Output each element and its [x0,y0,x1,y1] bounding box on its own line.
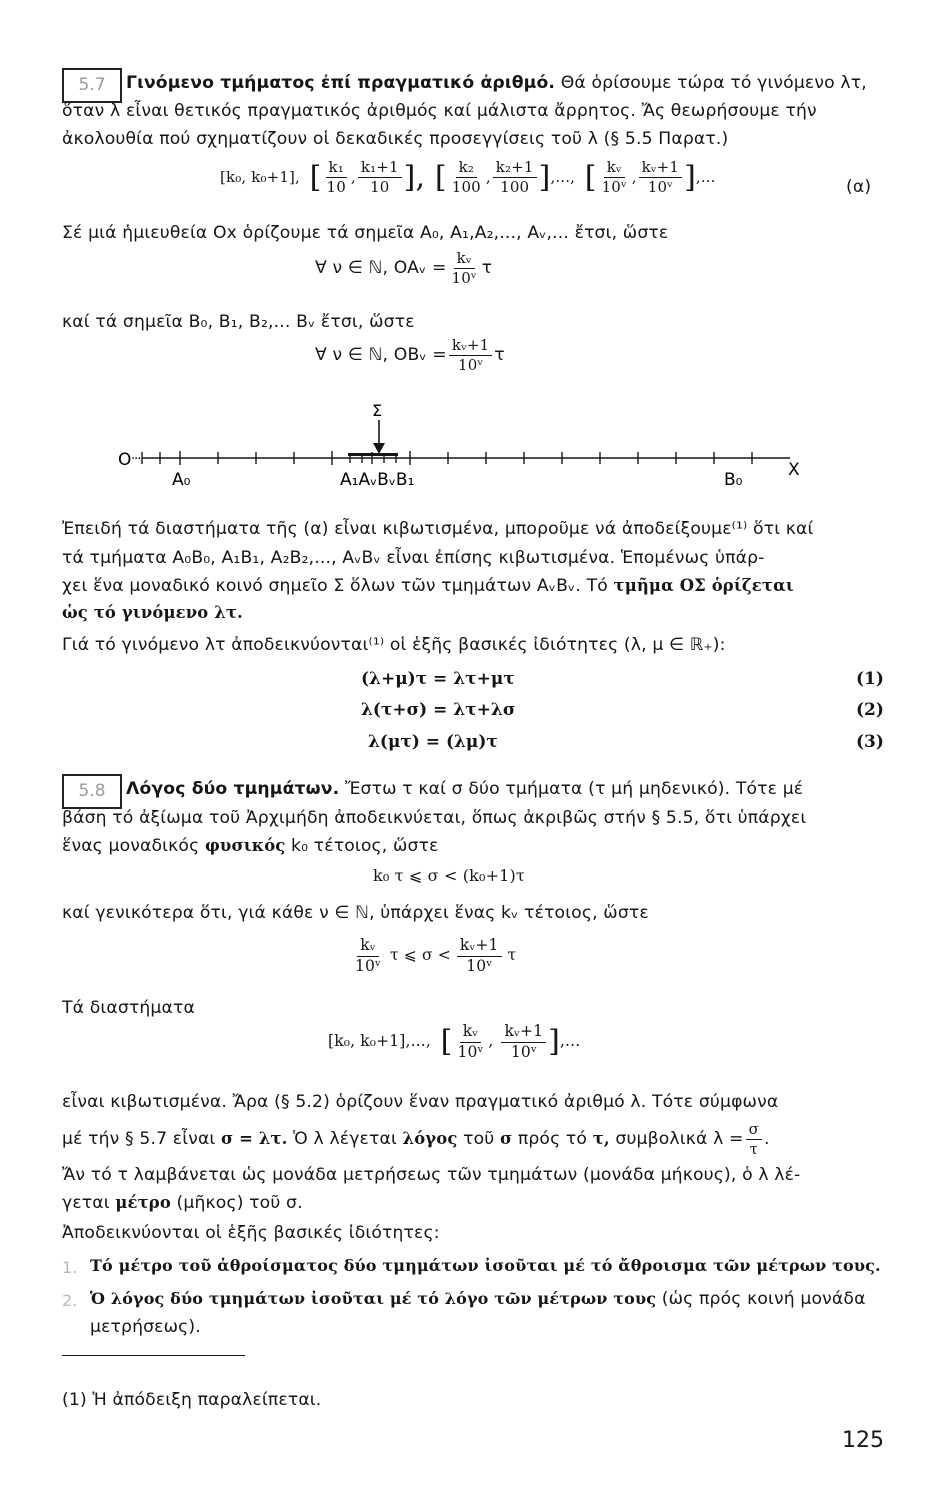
section-title: Λόγος δύο τμημάτων. [126,779,340,799]
ellipsis: ,... [695,168,716,186]
numerator: kᵥ [454,251,475,269]
emphasis-text: φυσικός [204,836,286,855]
equation: λ(μτ) = (λμ)τ [368,732,498,752]
fraction [493,160,537,195]
numerator: σ [746,1122,762,1140]
equation: (λ+μ)τ = λτ+μτ [361,669,515,689]
paragraph-line: Σέ μιά ἡμιευθεία Οx ὁρίζουμε τά σημεῖα A₀, A₁,A₂,..., Aᵥ,... ἔτσι, ὥστε [62,223,669,243]
emphasis-text: Ὁ λόγος δύο τμημάτων ἰσοῦται μέ τό λόγο τῶν μέτρων τους [90,1289,657,1308]
inequality-general [350,938,516,974]
fraction [449,338,492,373]
definition-text: ὡς τό γινόμενο λτ. [62,603,243,622]
equation: λ(τ+σ) = λτ+λσ [361,700,516,720]
fraction [352,938,384,974]
paragraph-line [62,578,794,595]
denominator: τ [749,1140,758,1158]
interval-sequence-2: [k₀, k₀+1],..., [ $\frac{\text{kᵥ}}{\text{10ᵛ}}$ , $\frac{\text{kᵥ+1}}{\text{10ᵛ}}$ ] ,... [328,1022,581,1061]
paragraph-line: Τά διαστήματα [62,998,195,1018]
equation-label: (α) [846,177,872,197]
fraction [599,160,630,195]
numerator: kᵥ [604,160,625,178]
paragraph-line: εἶναι κιβωτισμένα. Ἄρα (§ 5.2) ὁρίζουν ἕναν πραγματικό ἀριθμό λ. Τότε σύμφωνα [62,1092,779,1112]
text-run: συμβολικά λ = [615,1128,744,1149]
equation-number: (3) [856,732,884,752]
numerator: kᵥ [460,1024,481,1043]
numerator: kᵥ [357,938,378,957]
emphasis-text: τμῆμα ΟΣ ὁρίζεται [613,576,794,595]
fraction [324,160,349,195]
ratio-fraction [746,1122,762,1157]
text-run: k₀ τέτοιος, ὥστε [291,836,439,856]
formula-rhs: τ [481,257,493,278]
numerator: kᵥ+1 [501,1024,546,1043]
numerator: k₂+1 [493,160,537,178]
paragraph-line: βάση τό ἀξίωμα τοῦ Ἀρχιμήδη ἀποδεικνύεται, ὅπως ἀκριβῶς στήν § 5.5, ὅτι ὑπάρχει [62,808,807,828]
numerator: kᵥ+1 [449,338,492,356]
bracket: ] [548,1024,560,1059]
ellipsis: ,..., [550,168,576,186]
formula-lhs: ∀ ν ∈ ℕ, OBᵥ = [315,344,447,365]
emphasis-text: μέτρο [115,1193,171,1212]
list-item-number: 1. [62,1258,78,1277]
period: . [763,1128,770,1149]
bracket: ] [684,159,696,195]
emphasis-text: σ [499,1129,513,1149]
axis-x-label: X [788,460,800,480]
text-run: (ὡς πρός κοινή μονάδα [661,1289,866,1309]
bracket: ] [538,159,551,195]
denominator: 10ᵛ [510,1042,537,1061]
paragraph-line [62,1195,303,1212]
paragraph-line: ἀκολουθία πού σχηματίζουν οἱ δεκαδικές προσεγγίσεις τοῦ λ (§ 5.5 Παρατ.) [62,129,729,149]
fraction [639,160,682,195]
emphasis-text: λόγος [402,1129,458,1149]
number-line-figure [100,395,820,495]
paragraph-line: Ἐπειδή τά διαστήματα τῆς (α) εἶναι κιβωτισμένα, μποροῦμε νά ἀποδείξουμε⁽¹⁾ ὅτι καί [62,519,814,539]
list-item-number: 2. [62,1291,78,1310]
numerator: kᵥ+1 [457,938,502,957]
denominator: 10ᵛ [355,956,381,975]
formula-rhs: τ [494,344,505,365]
paragraph-line [62,838,439,855]
text-run: Θά ὁρίσουμε τώρα τό γινόμενο λτ, [560,73,867,93]
denominator: 10ᵛ [647,178,673,196]
denominator: 100 [500,178,530,196]
paragraph-line: τά τμήματα A₀B₀, A₁B₁, A₂B₂,..., AᵥBᵥ εἶναι ἐπίσης κιβωτισμένα. Ἑπομένως ὑπάρ- [62,548,765,568]
fraction [454,1024,486,1060]
bracket: [ [430,1024,453,1059]
formula-rhs: τ [507,946,517,965]
text-run: πρός τό [517,1128,588,1149]
text-run: Ἔστω τ καί σ δύο τμήματα (τ μή μηδενικό). Τότε μέ [344,779,804,799]
fraction [449,251,480,286]
paragraph-line [126,781,803,798]
footnote: (1) Ἡ ἀπόδειξη παραλείπεται. [62,1390,322,1410]
property-item [90,1291,866,1308]
text-run: (μῆκος) τοῦ σ. [176,1193,303,1213]
point-a0-label: A₀ [172,470,191,490]
inequality: k₀ τ ⩽ σ < (k₀+1)τ [373,866,525,885]
paragraph-line: Ἀποδεικνύονται οἱ ἑξῆς βασικές ἰδιότητες: [62,1223,440,1243]
sigma-label: Σ [372,401,383,420]
bracket: ], [ [403,159,447,195]
text-run: τοῦ [463,1128,495,1149]
bracket: [ [299,159,322,195]
arrow-head-icon [373,443,385,454]
numerator: k₁ [326,160,347,178]
equation-number: (2) [856,700,884,720]
denominator: 10ᵛ [466,956,493,975]
section-number-box [62,68,122,103]
equation-number: (1) [856,669,884,689]
section-title: Γινόμενο τμήματος ἐπί πραγματικό ἀριθμό. [126,73,556,93]
paragraph-line: Ἄν τό τ λαμβάνεται ὡς μονάδα μετρήσεως τῶν τμημάτων (μονάδα μήκους), ὁ λ λέ- [62,1165,801,1185]
section-number: 5.7 [78,75,106,95]
origin-label: O [118,450,132,470]
paragraph-line [62,1122,770,1157]
denominator: 10 [326,178,346,196]
interval-sequence: [k₀, k₀+1], [ $\frac{\text{k₁}}{10}$ , $\frac{\text{k₁+1}}{10}$ ], [ $\frac{\text{k₂}}{100}$ , $\frac{\text{k₂+1}}{100}$ ] ,..., [ $\frac{\text{kᵥ}}{\text{10ᵛ}}$ , $\frac{\text{kᵥ+1}}{\text{10ᵛ}}$ ] ,... [220,158,716,196]
denominator: 10ᵛ [601,178,627,196]
numerator: kᵥ+1 [639,160,682,178]
denominator: 100 [451,178,481,196]
fraction [449,160,484,195]
paragraph-line [126,75,867,92]
footnote-rule [62,1355,245,1356]
numerator: k₂ [456,160,477,178]
inequality-middle: τ ⩽ σ < [389,946,451,965]
emphasis-text: σ = λτ. [221,1129,288,1149]
text-run: Ὁ λ λέγεται [293,1128,397,1149]
text-run: μέ τήν § 5.7 εἶναι [62,1128,216,1149]
definition-ob [315,338,505,373]
paragraph-line: Γιά τό γινόμενο λτ ἀποδεικνύονται⁽¹⁾ οἱ ἑξῆς βασικές ἰδιότητες (λ, μ ∈ ℝ₊): [62,635,726,655]
points-a1-av-bv-b1-label: A₁AᵥBᵥB₁ [340,470,415,490]
fraction [358,160,402,195]
origin-dots: ··· [131,452,141,467]
interval-mark [348,453,398,456]
denominator: 10ᵛ [457,1042,484,1061]
text-run: χει ἕνα μοναδικό κοινό σημεῖο Σ ὅλων τῶν τμημάτων AᵥBᵥ. Τό [62,576,608,596]
fraction [457,938,502,974]
bracket: [ [575,159,597,195]
definition-oa [315,251,492,286]
paragraph-line: καί τά σημεῖα B₀, B₁, B₂,... Bᵥ ἔτσι, ὥστε [62,312,415,332]
text-run: γεται [62,1193,110,1213]
section-number: 5.8 [78,781,106,801]
text-run: ἕνας μοναδικός [62,836,200,856]
section-number-box [62,774,122,809]
property-item: Τό μέτρο τοῦ ἀθροίσματος δύο τμημάτων ἰσοῦται μέ τό ἄθροισμα τῶν μέτρων τους. [90,1256,881,1275]
emphasis-text: τ, [592,1129,610,1149]
fraction [501,1024,546,1060]
denominator: 10ᵛ [451,269,477,287]
first-interval: [k₀, k₀+1], [220,168,300,186]
first-interval: [k₀, k₀+1],..., [328,1032,431,1051]
ellipsis: ,... [559,1032,581,1051]
page-number: 125 [842,1428,884,1453]
point-b0-label: B₀ [724,470,743,490]
paragraph-line: μετρήσεως). [90,1317,201,1337]
paragraph-line: ὅταν λ εἶναι θετικός πραγματικός ἀριθμός καί μάλιστα ἄρρητος. Ἄς θεωρήσουμε τήν [62,101,817,121]
formula-lhs: ∀ ν ∈ ℕ, OAᵥ = [315,257,447,278]
denominator: 10ᵛ [458,356,484,374]
numerator: k₁+1 [358,160,402,178]
paragraph-line: καί γενικότερα ὅτι, γιά κάθε ν ∈ ℕ, ὑπάρχει ἕνας kᵥ τέτοιος, ὥστε [62,903,649,923]
denominator: 10 [370,178,390,196]
